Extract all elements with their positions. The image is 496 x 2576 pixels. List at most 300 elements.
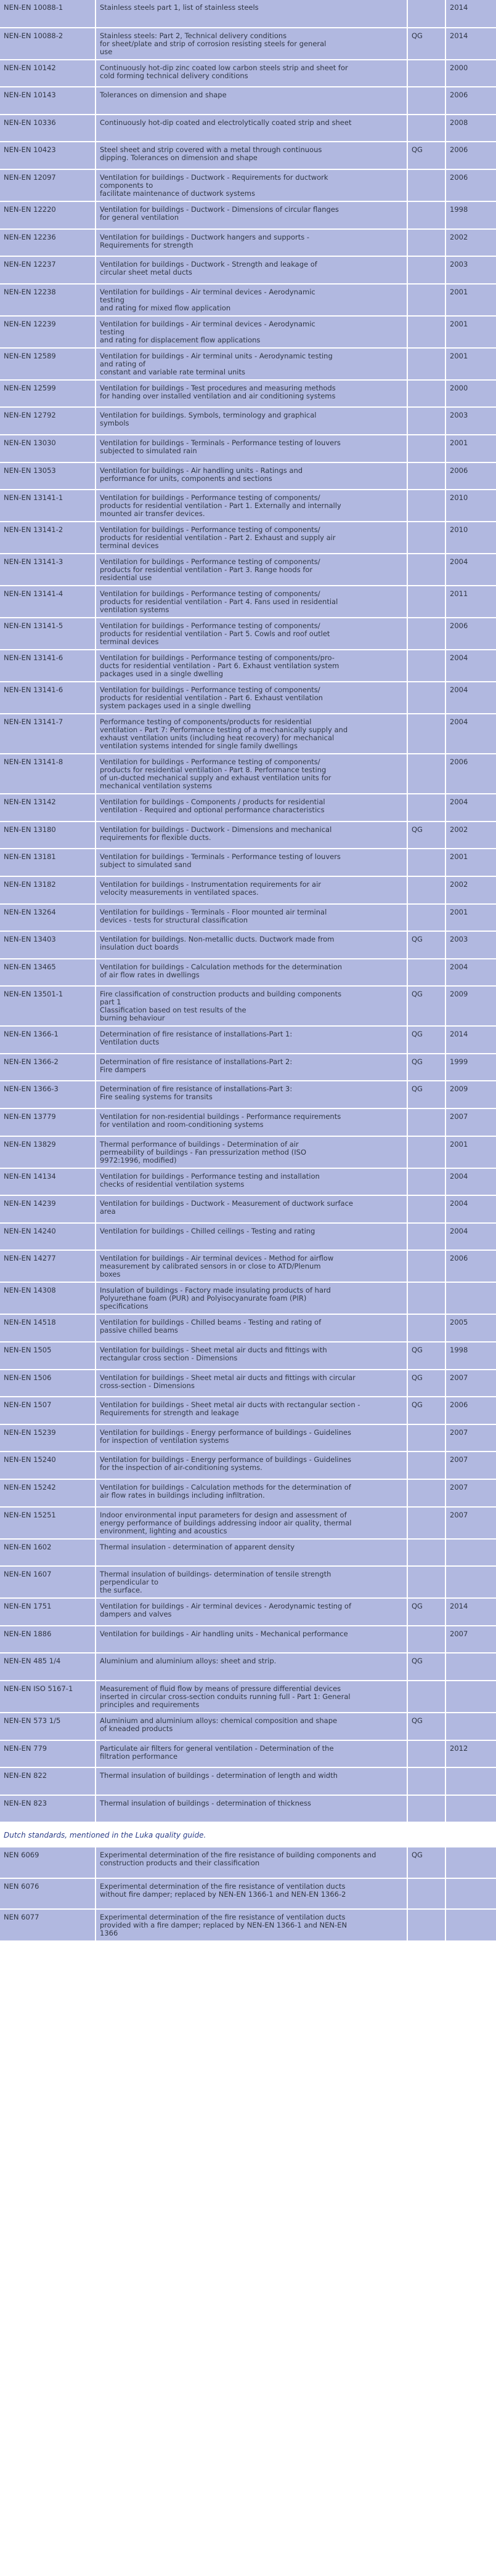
standard-code: NEN-EN 15242 xyxy=(0,1479,96,1507)
standard-row xyxy=(0,407,496,435)
standard-row xyxy=(0,1250,496,1282)
standard-code: NEN-EN 10088-1 xyxy=(0,0,96,28)
standard-description: Ventilation for buildings - Air handling units - Ratings and performance for units, components and sections xyxy=(96,462,407,490)
standard-description: Thermal insulation - determination of apparent density xyxy=(96,1539,407,1567)
quality-guide-mark xyxy=(407,959,445,987)
standard-row xyxy=(0,28,496,60)
standard-code: NEN-EN 573 1/5 xyxy=(0,1713,96,1740)
quality-guide-mark xyxy=(407,1795,445,1823)
standard-code: NEN-EN 822 xyxy=(0,1767,96,1795)
standard-description: Ventilation for buildings - Sheet metal air ducts and fittings with rectangular cross section - Dimensions xyxy=(96,1342,407,1370)
standard-row xyxy=(0,1397,496,1424)
quality-guide-mark xyxy=(407,1479,445,1507)
standard-description: Tolerances on dimension and shape xyxy=(96,87,407,115)
section-title: Dutch standards, mentioned in the Luka quality guide. xyxy=(0,1823,496,1847)
standard-description: Ventilation for buildings - Components / products for residential ventilation - Required and optional performance characteristics xyxy=(96,794,407,822)
standard-code: NEN-EN 13053 xyxy=(0,462,96,490)
standard-year: 2009 xyxy=(445,986,496,1026)
standard-year: 2007 xyxy=(445,1626,496,1653)
standard-code: NEN-EN 13181 xyxy=(0,849,96,876)
standard-description: Measurement of fluid flow by means of pressure differential devices inserted in circular cross-section conduits running full - Part 1: General principles and requirements xyxy=(96,1681,407,1713)
standard-row xyxy=(0,316,496,348)
standard-code: NEN-EN 15251 xyxy=(0,1507,96,1539)
standard-description: Ventilation for buildings - Terminals - Performance testing of louvers subjected to simulated rain xyxy=(96,435,407,462)
quality-guide-mark xyxy=(407,1223,445,1251)
standard-row xyxy=(0,904,496,932)
standard-code: NEN-EN 1366-2 xyxy=(0,1054,96,1081)
quality-guide-mark xyxy=(407,1681,445,1713)
quality-guide-mark xyxy=(407,316,445,348)
standard-description: Performance testing of components/products for residential ventilation - Part 7: Performance testing of a mechanically supply and exhaust ventilation units (including heat recovery) for mechanical ventilation systems intended for single family dwellings xyxy=(96,714,407,754)
standard-row xyxy=(0,682,496,714)
standard-year: 2006 xyxy=(445,1250,496,1282)
standard-row xyxy=(0,1342,496,1370)
standard-description: Continuously hot-dip coated and electrolytically coated strip and sheet xyxy=(96,115,407,142)
standard-row xyxy=(0,115,496,142)
standard-description: Experimental determination of the fire resistance of ventilation ducts provided with a fire damper; replaced by NEN-EN 1366-1 and NEN-EN 1366 xyxy=(96,1909,407,1941)
standard-description: Thermal performance of buildings - Determination of air permeability of buildings - Fan pressurization method (ISO 9972:1996, modified) xyxy=(96,1136,407,1168)
standard-row xyxy=(0,1740,496,1768)
standard-code: NEN-EN 14239 xyxy=(0,1195,96,1223)
standard-description: Ventilation for buildings. Symbols, terminology and graphical symbols xyxy=(96,407,407,435)
standard-code: NEN-EN 13141-8 xyxy=(0,754,96,794)
quality-guide-mark xyxy=(407,586,445,618)
standard-description: Ventilation for buildings - Ductwork - Requirements for ductwork components to facilitate maintenance of ductwork systems xyxy=(96,169,407,201)
standard-year: 2002 xyxy=(445,876,496,904)
standard-year: 2006 xyxy=(445,142,496,169)
standard-year: 2001 xyxy=(445,849,496,876)
standard-code: NEN-EN 12097 xyxy=(0,169,96,201)
standard-row xyxy=(0,348,496,380)
standard-description: Insulation of buildings - Factory made insulating products of hard Polyurethane foam (PUR) and Polyisocyanurate foam (PIR) specifications xyxy=(96,1282,407,1314)
standard-row xyxy=(0,1108,496,1136)
standard-year: 2011 xyxy=(445,586,496,618)
standard-year: 2001 xyxy=(445,316,496,348)
quality-guide-mark: QG xyxy=(407,931,445,959)
standard-code: NEN-EN 10336 xyxy=(0,115,96,142)
standard-row xyxy=(0,986,496,1026)
standard-year: 2006 xyxy=(445,462,496,490)
standard-code: NEN-EN 823 xyxy=(0,1795,96,1823)
standard-code: NEN-EN 10142 xyxy=(0,60,96,87)
standard-description: Ventilation for buildings. Non-metallic ducts. Ductwork made from insulation duct boards xyxy=(96,931,407,959)
standard-description: Ventilation for buildings - Ductwork hangers and supports - Requirements for strength xyxy=(96,229,407,257)
standard-year: 2010 xyxy=(445,490,496,522)
standard-year xyxy=(445,1566,496,1598)
standard-code: NEN-EN 1506 xyxy=(0,1370,96,1397)
quality-guide-mark: QG xyxy=(407,1370,445,1397)
standard-row xyxy=(0,1223,496,1251)
quality-guide-mark xyxy=(407,1424,445,1452)
standard-code: NEN-EN 12238 xyxy=(0,284,96,316)
standard-description: Stainless steels part 1, list of stainless steels xyxy=(96,0,407,28)
standard-code: NEN-EN 13182 xyxy=(0,876,96,904)
standard-year: 2001 xyxy=(445,1136,496,1168)
standard-row xyxy=(0,1767,496,1795)
quality-guide-mark xyxy=(407,115,445,142)
quality-guide-mark xyxy=(407,876,445,904)
standard-description: Ventilation for buildings - Ductwork - Dimensions of circular flanges for general ventilation xyxy=(96,201,407,229)
standard-code: NEN-EN 13141-3 xyxy=(0,554,96,586)
standard-row xyxy=(0,931,496,959)
standard-year: 2007 xyxy=(445,1452,496,1479)
standard-code: NEN 6076 xyxy=(0,1878,96,1909)
standard-row xyxy=(0,169,496,201)
standard-year xyxy=(445,1909,496,1941)
quality-guide-mark xyxy=(407,1136,445,1168)
standard-code: NEN-EN 13501-1 xyxy=(0,986,96,1026)
quality-guide-mark xyxy=(407,201,445,229)
standard-description: Ventilation for buildings - Calculation methods for the determination of air flow rates in buildings including infiltration. xyxy=(96,1479,407,1507)
standard-code: NEN-EN 13141-7 xyxy=(0,714,96,754)
standard-code: NEN-EN 12237 xyxy=(0,256,96,284)
standard-row xyxy=(0,586,496,618)
standard-row xyxy=(0,754,496,794)
quality-guide-mark xyxy=(407,490,445,522)
standard-code: NEN 6069 xyxy=(0,1847,96,1878)
standard-row xyxy=(0,462,496,490)
standard-code: NEN-EN 1751 xyxy=(0,1598,96,1626)
standard-code: NEN-EN 1602 xyxy=(0,1539,96,1567)
standard-row xyxy=(0,435,496,462)
standard-code: NEN 6077 xyxy=(0,1909,96,1941)
standard-code: NEN-EN 12220 xyxy=(0,201,96,229)
standard-row xyxy=(0,1566,496,1598)
quality-guide-mark xyxy=(407,229,445,257)
standard-row xyxy=(0,1026,496,1054)
standard-year: 2006 xyxy=(445,1397,496,1424)
quality-guide-mark xyxy=(407,682,445,714)
standard-code: NEN-EN 12589 xyxy=(0,348,96,380)
standard-code: NEN-EN 1366-3 xyxy=(0,1081,96,1108)
standard-row xyxy=(0,1507,496,1539)
standard-description: Ventilation for buildings - Performance testing and installation checks of residential ventilation systems xyxy=(96,1168,407,1196)
standard-row xyxy=(0,284,496,316)
standard-code: NEN-EN 485 1/4 xyxy=(0,1653,96,1681)
standard-row xyxy=(0,650,496,682)
standard-code: NEN-EN 14240 xyxy=(0,1223,96,1251)
standard-row xyxy=(0,1713,496,1740)
standard-code: NEN-EN 13141-5 xyxy=(0,618,96,650)
quality-guide-mark xyxy=(407,380,445,408)
standard-code: NEN-EN 13779 xyxy=(0,1108,96,1136)
standard-year: 2008 xyxy=(445,115,496,142)
standard-description: Thermal insulation of buildings - determination of thickness xyxy=(96,1795,407,1823)
standard-row xyxy=(0,380,496,408)
standard-year: 2001 xyxy=(445,435,496,462)
quality-guide-mark xyxy=(407,618,445,650)
quality-guide-mark: QG xyxy=(407,1713,445,1740)
standard-year: 2004 xyxy=(445,1195,496,1223)
standard-code: NEN-EN 13141-4 xyxy=(0,586,96,618)
quality-guide-mark: QG xyxy=(407,1847,445,1878)
standard-year: 2003 xyxy=(445,931,496,959)
standard-row xyxy=(0,490,496,522)
standard-year: 2005 xyxy=(445,1314,496,1342)
quality-guide-mark xyxy=(407,1250,445,1282)
standard-year: 2014 xyxy=(445,28,496,60)
standard-code: NEN-EN 1366-1 xyxy=(0,1026,96,1054)
quality-guide-mark xyxy=(407,0,445,28)
quality-guide-mark: QG xyxy=(407,1081,445,1108)
quality-guide-mark xyxy=(407,1626,445,1653)
standard-description: Ventilation for buildings - Performance testing of components/ products for residential ventilation - Part 8. Performance testing of un-ducted mechanical supply and exhaust ventilation units for mechanical ventilation systems xyxy=(96,754,407,794)
standard-row xyxy=(0,1452,496,1479)
standard-code: NEN-EN 14308 xyxy=(0,1282,96,1314)
standard-year: 2004 xyxy=(445,1168,496,1196)
standard-row xyxy=(0,554,496,586)
standard-year: 2006 xyxy=(445,754,496,794)
standard-row xyxy=(0,256,496,284)
quality-guide-mark xyxy=(407,60,445,87)
standard-row xyxy=(0,714,496,754)
standard-description: Ventilation for buildings - Energy performance of buildings - Guidelines for the inspection of air-conditioning systems. xyxy=(96,1452,407,1479)
dutch-standards-body xyxy=(0,1847,496,1941)
quality-guide-mark xyxy=(407,284,445,316)
standard-year xyxy=(445,1847,496,1878)
standard-code: NEN-EN 13465 xyxy=(0,959,96,987)
standard-description: Ventilation for buildings - Terminals - Performance testing of louvers subject to simulated sand xyxy=(96,849,407,876)
standard-year: 2014 xyxy=(445,1598,496,1626)
standard-code: NEN-EN 12239 xyxy=(0,316,96,348)
standard-description: Stainless steels: Part 2, Technical delivery conditions for sheet/plate and strip of corrosion resisting steels for general use xyxy=(96,28,407,60)
quality-guide-mark xyxy=(407,407,445,435)
standard-code: NEN-EN 13829 xyxy=(0,1136,96,1168)
dutch-standards-table xyxy=(0,1847,496,1942)
standard-row xyxy=(0,1168,496,1196)
standard-year xyxy=(445,1713,496,1740)
quality-guide-mark: QG xyxy=(407,1397,445,1424)
standard-year xyxy=(445,1767,496,1795)
quality-guide-mark xyxy=(407,1108,445,1136)
standard-row xyxy=(0,1681,496,1713)
quality-guide-mark xyxy=(407,1878,445,1909)
quality-guide-mark xyxy=(407,1314,445,1342)
standard-code: NEN-EN 13141-1 xyxy=(0,490,96,522)
standard-code: NEN-EN 15240 xyxy=(0,1452,96,1479)
standard-description: Ventilation for buildings - Air handling units - Mechanical performance xyxy=(96,1626,407,1653)
standard-row xyxy=(0,1424,496,1452)
standard-year: 2010 xyxy=(445,522,496,554)
standard-row xyxy=(0,1653,496,1681)
standard-year: 2002 xyxy=(445,822,496,849)
standard-year: 2007 xyxy=(445,1108,496,1136)
standard-code: NEN-EN 12236 xyxy=(0,229,96,257)
standard-year: 2004 xyxy=(445,650,496,682)
quality-guide-mark xyxy=(407,348,445,380)
standard-code: NEN-EN ISO 5167-1 xyxy=(0,1681,96,1713)
standard-code: NEN-EN 14277 xyxy=(0,1250,96,1282)
standard-code: NEN-EN 13141-2 xyxy=(0,522,96,554)
standard-year: 2004 xyxy=(445,554,496,586)
quality-guide-mark: QG xyxy=(407,1026,445,1054)
standard-description: Steel sheet and strip covered with a metal through continuous dipping. Tolerances on dimension and shape xyxy=(96,142,407,169)
standard-description: Ventilation for buildings - Ductwork - Dimensions and mechanical requirements for flexible ducts. xyxy=(96,822,407,849)
quality-guide-mark xyxy=(407,1282,445,1314)
quality-guide-mark xyxy=(407,554,445,586)
standard-year: 2006 xyxy=(445,618,496,650)
quality-guide-mark: QG xyxy=(407,142,445,169)
standard-year xyxy=(445,1795,496,1823)
quality-guide-mark xyxy=(407,1909,445,1941)
standard-code: NEN-EN 14134 xyxy=(0,1168,96,1196)
standard-row xyxy=(0,1626,496,1653)
standard-code: NEN-EN 10088-2 xyxy=(0,28,96,60)
standard-code: NEN-EN 15239 xyxy=(0,1424,96,1452)
standard-code: NEN-EN 13180 xyxy=(0,822,96,849)
standard-code: NEN-EN 14518 xyxy=(0,1314,96,1342)
standard-description: Ventilation for non-residential buildings - Performance requirements for ventilation and room-conditioning systems xyxy=(96,1108,407,1136)
standard-row xyxy=(0,1054,496,1081)
standard-year xyxy=(445,1878,496,1909)
standard-row xyxy=(0,1314,496,1342)
standard-description: Ventilation for buildings - Air terminal devices - Method for airflow measurement by calibrated sensors in or close to ATD/Plenum boxes xyxy=(96,1250,407,1282)
standard-row xyxy=(0,618,496,650)
standard-code: NEN-EN 13141-6 xyxy=(0,682,96,714)
quality-guide-mark xyxy=(407,435,445,462)
standard-year: 2000 xyxy=(445,60,496,87)
standard-row xyxy=(0,849,496,876)
quality-guide-mark xyxy=(407,1507,445,1539)
standard-year: 2003 xyxy=(445,407,496,435)
quality-guide-mark: QG xyxy=(407,1342,445,1370)
standard-year: 2014 xyxy=(445,1026,496,1054)
quality-guide-mark xyxy=(407,754,445,794)
standard-description: Continuously hot-dip zinc coated low carbon steels strip and sheet for cold forming technical delivery conditions xyxy=(96,60,407,87)
standard-year: 2003 xyxy=(445,256,496,284)
quality-guide-mark: QG xyxy=(407,986,445,1026)
standard-year: 2004 xyxy=(445,682,496,714)
standard-year xyxy=(445,1282,496,1314)
standard-description: Ventilation for buildings - Performance testing of components/ products for residential ventilation - Part 3. Range hoods for residential use xyxy=(96,554,407,586)
standard-row xyxy=(0,1909,496,1941)
standard-code: NEN-EN 12792 xyxy=(0,407,96,435)
standard-description: Ventilation for buildings - Performance testing of components/ products for residential ventilation - Part 4. Fans used in residential ventilation systems xyxy=(96,586,407,618)
standard-row xyxy=(0,1598,496,1626)
standard-description: Ventilation for buildings - Calculation methods for the determination of air flow rates in dwellings xyxy=(96,959,407,987)
standard-description: Ventilation for buildings - Energy performance of buildings - Guidelines for inspection of ventilation systems xyxy=(96,1424,407,1452)
standard-year: 2006 xyxy=(445,169,496,201)
standard-code: NEN-EN 1886 xyxy=(0,1626,96,1653)
standard-row xyxy=(0,794,496,822)
standard-year xyxy=(445,1539,496,1567)
standard-code: NEN-EN 1505 xyxy=(0,1342,96,1370)
standard-code: NEN-EN 13141-6 xyxy=(0,650,96,682)
standard-row xyxy=(0,142,496,169)
standard-year: 2006 xyxy=(445,87,496,115)
standard-description: Ventilation for buildings - Terminals - Floor mounted air terminal devices - tests for structural classification xyxy=(96,904,407,932)
standard-year: 2009 xyxy=(445,1081,496,1108)
standard-row xyxy=(0,201,496,229)
standard-description: Particulate air filters for general ventilation - Determination of the filtration performance xyxy=(96,1740,407,1768)
standard-row xyxy=(0,959,496,987)
standard-description: Thermal insulation of buildings - determination of length and width xyxy=(96,1767,407,1795)
quality-guide-mark xyxy=(407,904,445,932)
quality-guide-mark xyxy=(407,462,445,490)
quality-guide-mark xyxy=(407,849,445,876)
standard-row xyxy=(0,1795,496,1823)
standard-year: 2007 xyxy=(445,1479,496,1507)
standard-description: Ventilation for buildings - Performance testing of components/ products for residential ventilation - Part 5. Cowls and roof outlet terminal devices xyxy=(96,618,407,650)
quality-guide-mark xyxy=(407,1452,445,1479)
quality-guide-mark xyxy=(407,650,445,682)
standard-row xyxy=(0,1195,496,1223)
standard-year: 2007 xyxy=(445,1370,496,1397)
standard-row xyxy=(0,876,496,904)
standard-year: 2004 xyxy=(445,794,496,822)
standard-description: Ventilation for buildings - Test procedures and measuring methods for handing over installed ventilation and air conditioning systems xyxy=(96,380,407,408)
quality-guide-mark xyxy=(407,1767,445,1795)
standard-description: Ventilation for buildings - Ductwork - Measurement of ductwork surface area xyxy=(96,1195,407,1223)
standard-row xyxy=(0,1081,496,1108)
standard-code: NEN-EN 779 xyxy=(0,1740,96,1768)
standard-description: Experimental determination of the fire resistance of ventilation ducts without fire damper; replaced by NEN-EN 1366-1 and NEN-EN 1366-2 xyxy=(96,1878,407,1909)
standard-description: Aluminium and aluminium alloys: chemical composition and shape of kneaded products xyxy=(96,1713,407,1740)
standard-description: Ventilation for buildings - Sheet metal air ducts with rectangular section - Requirements for strength and leakage xyxy=(96,1397,407,1424)
quality-guide-mark: QG xyxy=(407,822,445,849)
standard-code: NEN-EN 12599 xyxy=(0,380,96,408)
quality-guide-mark xyxy=(407,1566,445,1598)
standard-year: 1998 xyxy=(445,201,496,229)
standard-year: 2001 xyxy=(445,284,496,316)
standard-description: Determination of fire resistance of installations-Part 2: Fire dampers xyxy=(96,1054,407,1081)
standard-year: 1999 xyxy=(445,1054,496,1081)
quality-guide-mark xyxy=(407,522,445,554)
standard-description: Ventilation for buildings - Instrumentation requirements for air velocity measurements in ventilated spaces. xyxy=(96,876,407,904)
standard-row xyxy=(0,522,496,554)
standard-description: Ventilation for buildings - Performance testing of components/ products for residential ventilation - Part 1. Externally and internally mounted air transfer devices. xyxy=(96,490,407,522)
standard-year: 2004 xyxy=(445,714,496,754)
standard-description: Experimental determination of the fire resistance of building components and construction products and their classification xyxy=(96,1847,407,1878)
standard-row xyxy=(0,60,496,87)
standard-year xyxy=(445,1653,496,1681)
standard-row xyxy=(0,822,496,849)
standard-code: NEN-EN 13264 xyxy=(0,904,96,932)
standard-description: Ventilation for buildings - Sheet metal air ducts and fittings with circular cross-section - Dimensions xyxy=(96,1370,407,1397)
standard-code: NEN-EN 10143 xyxy=(0,87,96,115)
standard-description: Ventilation for buildings - Air terminal units - Aerodynamic testing and rating of constant and variable rate terminal units xyxy=(96,348,407,380)
standard-year: 2002 xyxy=(445,229,496,257)
quality-guide-mark: QG xyxy=(407,1598,445,1626)
quality-guide-mark xyxy=(407,1539,445,1567)
standard-year: 2004 xyxy=(445,1223,496,1251)
standard-row xyxy=(0,229,496,257)
quality-guide-mark xyxy=(407,256,445,284)
standard-description: Ventilation for buildings - Performance testing of components/ products for residential ventilation - Part 2. Exhaust and supply air terminal devices xyxy=(96,522,407,554)
standard-row xyxy=(0,87,496,115)
standard-code: NEN-EN 1607 xyxy=(0,1566,96,1598)
standard-description: Ventilation for buildings - Air terminal devices - Aerodynamic testing and rating for displacement flow applications xyxy=(96,316,407,348)
standard-year: 2007 xyxy=(445,1507,496,1539)
standard-description: Determination of fire resistance of installations-Part 3: Fire sealing systems for transits xyxy=(96,1081,407,1108)
quality-guide-mark: QG xyxy=(407,28,445,60)
standard-year: 2004 xyxy=(445,959,496,987)
quality-guide-mark xyxy=(407,87,445,115)
standard-description: Ventilation for buildings - Air terminal devices - Aerodynamic testing and rating for mixed flow application xyxy=(96,284,407,316)
standard-row xyxy=(0,1370,496,1397)
standard-description: Ventilation for buildings - Chilled ceilings - Testing and rating xyxy=(96,1223,407,1251)
standard-row xyxy=(0,1282,496,1314)
standard-row xyxy=(0,1136,496,1168)
quality-guide-mark: QG xyxy=(407,1054,445,1081)
standard-row xyxy=(0,1479,496,1507)
standard-year: 2012 xyxy=(445,1740,496,1768)
standard-code: NEN-EN 10423 xyxy=(0,142,96,169)
standard-code: NEN-EN 13403 xyxy=(0,931,96,959)
standard-description: Ventilation for buildings - Air terminal devices - Aerodynamic testing of dampers and valves xyxy=(96,1598,407,1626)
standard-year xyxy=(445,1681,496,1713)
standard-description: Ventilation for buildings - Ductwork - Strength and leakage of circular sheet metal ducts xyxy=(96,256,407,284)
